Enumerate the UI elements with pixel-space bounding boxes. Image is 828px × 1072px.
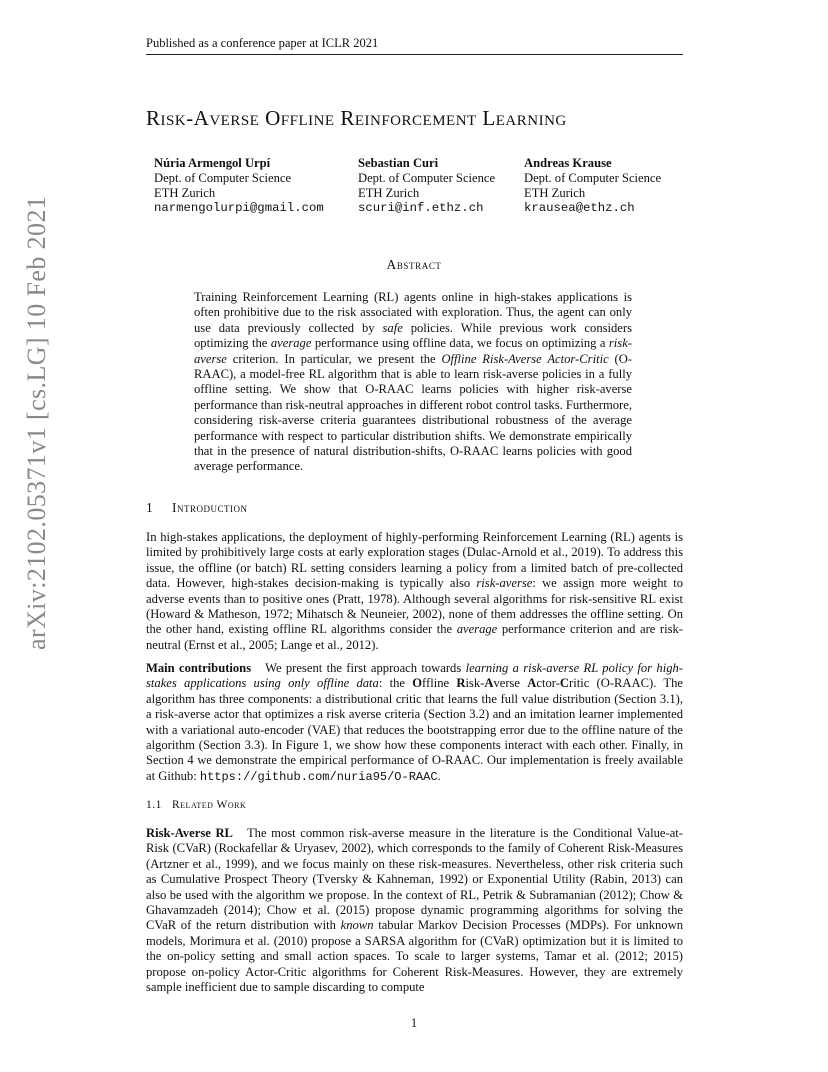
intro-paragraph-1: In high-stakes applications, the deployment of highly-performing Reinforcement Learning (RL) agents is limited by prohibitively large costs at early exploration stages (Dulac-Arnold et al., 2019). To address this issue, the offline (or batch) RL setting considers learning a policy from a limited batch of pre-collected data. However, high-stakes decision-making is typically also risk-averse: we assign more weight to adverse events than to positive ones (Pratt, 1978). Although several algorithms for risk-sensitive RL exist (Howard & Matheson, 1972; Mihatsch & Neuneier, 2002), none of them addresses the offline setting. On the other hand, existing offline RL algorithms consider the average performance criterion and are risk-neutral (Ernst et al., 2005; Lange et al., 2012).	[146, 530, 683, 652]
header-rule	[146, 54, 683, 55]
github-link[interactable]: https://github.com/nuria95/O-RAAC	[199, 769, 438, 784]
author-affiliation: ETH Zurich	[524, 186, 586, 200]
section-heading-introduction: 1 Introduction	[146, 500, 248, 515]
author-email[interactable]: narmengolurpi@gmail.com	[154, 201, 324, 215]
author-email[interactable]: scuri@inf.ethz.ch	[358, 201, 484, 215]
paragraph-run-in-heading: Main contributions	[146, 661, 252, 675]
author-affiliation: ETH Zurich	[358, 186, 420, 200]
author-name: Sebastian Curi	[358, 156, 439, 170]
arxiv-identifier-sidebar	[22, 195, 51, 650]
subsection-heading-related-work: 1.1 Related Work	[146, 799, 247, 811]
related-work-paragraph: Risk-Averse RL The most common risk-averse measure in the literature is the Conditional Value-at-Risk (CVaR) (Rockafellar & Uryasev, 2002), which corresponds to the family of Coherent Risk-Measures (Artzner et al., 1999), and we focus mainly on these risk-measures. Nevertheless, other risk criteria such as Cumulative Prospect Theory (Tversky & Kahneman, 1992) or Exponential Utility (Rabin, 2013) can also be used with the algorithm we propose. In the context of RL, Petrik & Subramanian (2012); Chow & Ghavamzadeh (2014); Chow et al. (2015) propose dynamic programming algorithms for solving the CVaR of the return distribution with known tabular Markov Decision Processes (MDPs). For unknown models, Morimura et al. (2010) propose a SARSA algorithm for (CVaR) optimization but it is limited to the on-policy setting and small action spaces. To scale to larger systems, Tamar et al. (2012; 2015) propose on-policy Actor-Critic algorithms for Coherent Risk-Measures. However, they are extremely sample inefficient due to sample discarding to compute	[146, 826, 683, 995]
author-name: Núria Armengol Urpí	[154, 156, 271, 170]
arxiv-identifier: arXiv:2102.05371v1 [cs.LG] 10 Feb 2021	[22, 195, 51, 650]
author-affiliation: ETH Zurich	[154, 186, 216, 200]
abstract-text: Training Reinforcement Learning (RL) agents online in high-stakes applications is often prohibitive due to the risk associated with exploration. Thus, the agent can only use data previously collected by safe policies. While previous work considers optimizing the average performance using offline data, we focus on optimizing a risk-averse criterion. In particular, we present the Offline Risk-Averse Actor-Critic (O-RAAC), a model-free RL algorithm that is able to learn risk-averse policies in a fully offline setting. We show that O-RAAC learns policies with higher risk-averse performance than risk-neutral approaches in different robot control tasks. Furthermore, considering risk-averse criteria guarantees distributional robustness of the average performance with respect to particular distribution shifts. We demonstrate empirically that in the presence of natural distribution-shifts, O-RAAC learns policies with good average performance.	[194, 290, 632, 474]
author-dept: Dept. of Computer Science	[358, 171, 496, 185]
page-number: 1	[410, 1016, 418, 1030]
author-email[interactable]: krausea@ethz.ch	[524, 201, 635, 215]
abstract-heading: Abstract	[386, 257, 442, 272]
running-header: Published as a conference paper at ICLR 2021	[146, 36, 379, 50]
author-block-1	[154, 156, 324, 216]
author-block-2	[358, 156, 495, 216]
author-dept: Dept. of Computer Science	[524, 171, 662, 185]
intro-paragraph-contributions: Main contributions We present the first approach towards learning a risk-averse RL policy for high-stakes applications using only offline data: the Offline Risk-Averse Actor-Critic (O-RAAC). The algorithm has three components: a distributional critic that learns the full value distribution (Section 3.1), a risk-averse actor that optimizes a risk averse criteria (Section 3.2) and an imitation learner implemented with a variational auto-encoder (VAE) that reduces the bootstrapping error due to the offline nature of the algorithm (Section 3.3). In Figure 1, we show how these components interact with each other. Finally, in Section 4 we demonstrate the empirical performance of O-RAAC. Our implementation is freely available at Github: https://github.com/nuria95/O-RAAC.	[146, 661, 683, 784]
paragraph-run-in-heading: Risk-Averse RL	[146, 826, 233, 840]
author-name: Andreas Krause	[524, 156, 612, 170]
author-dept: Dept. of Computer Science	[154, 171, 292, 185]
paper-title: Risk-Averse Offline Reinforcement Learning	[146, 106, 567, 130]
author-block-3	[524, 156, 661, 216]
